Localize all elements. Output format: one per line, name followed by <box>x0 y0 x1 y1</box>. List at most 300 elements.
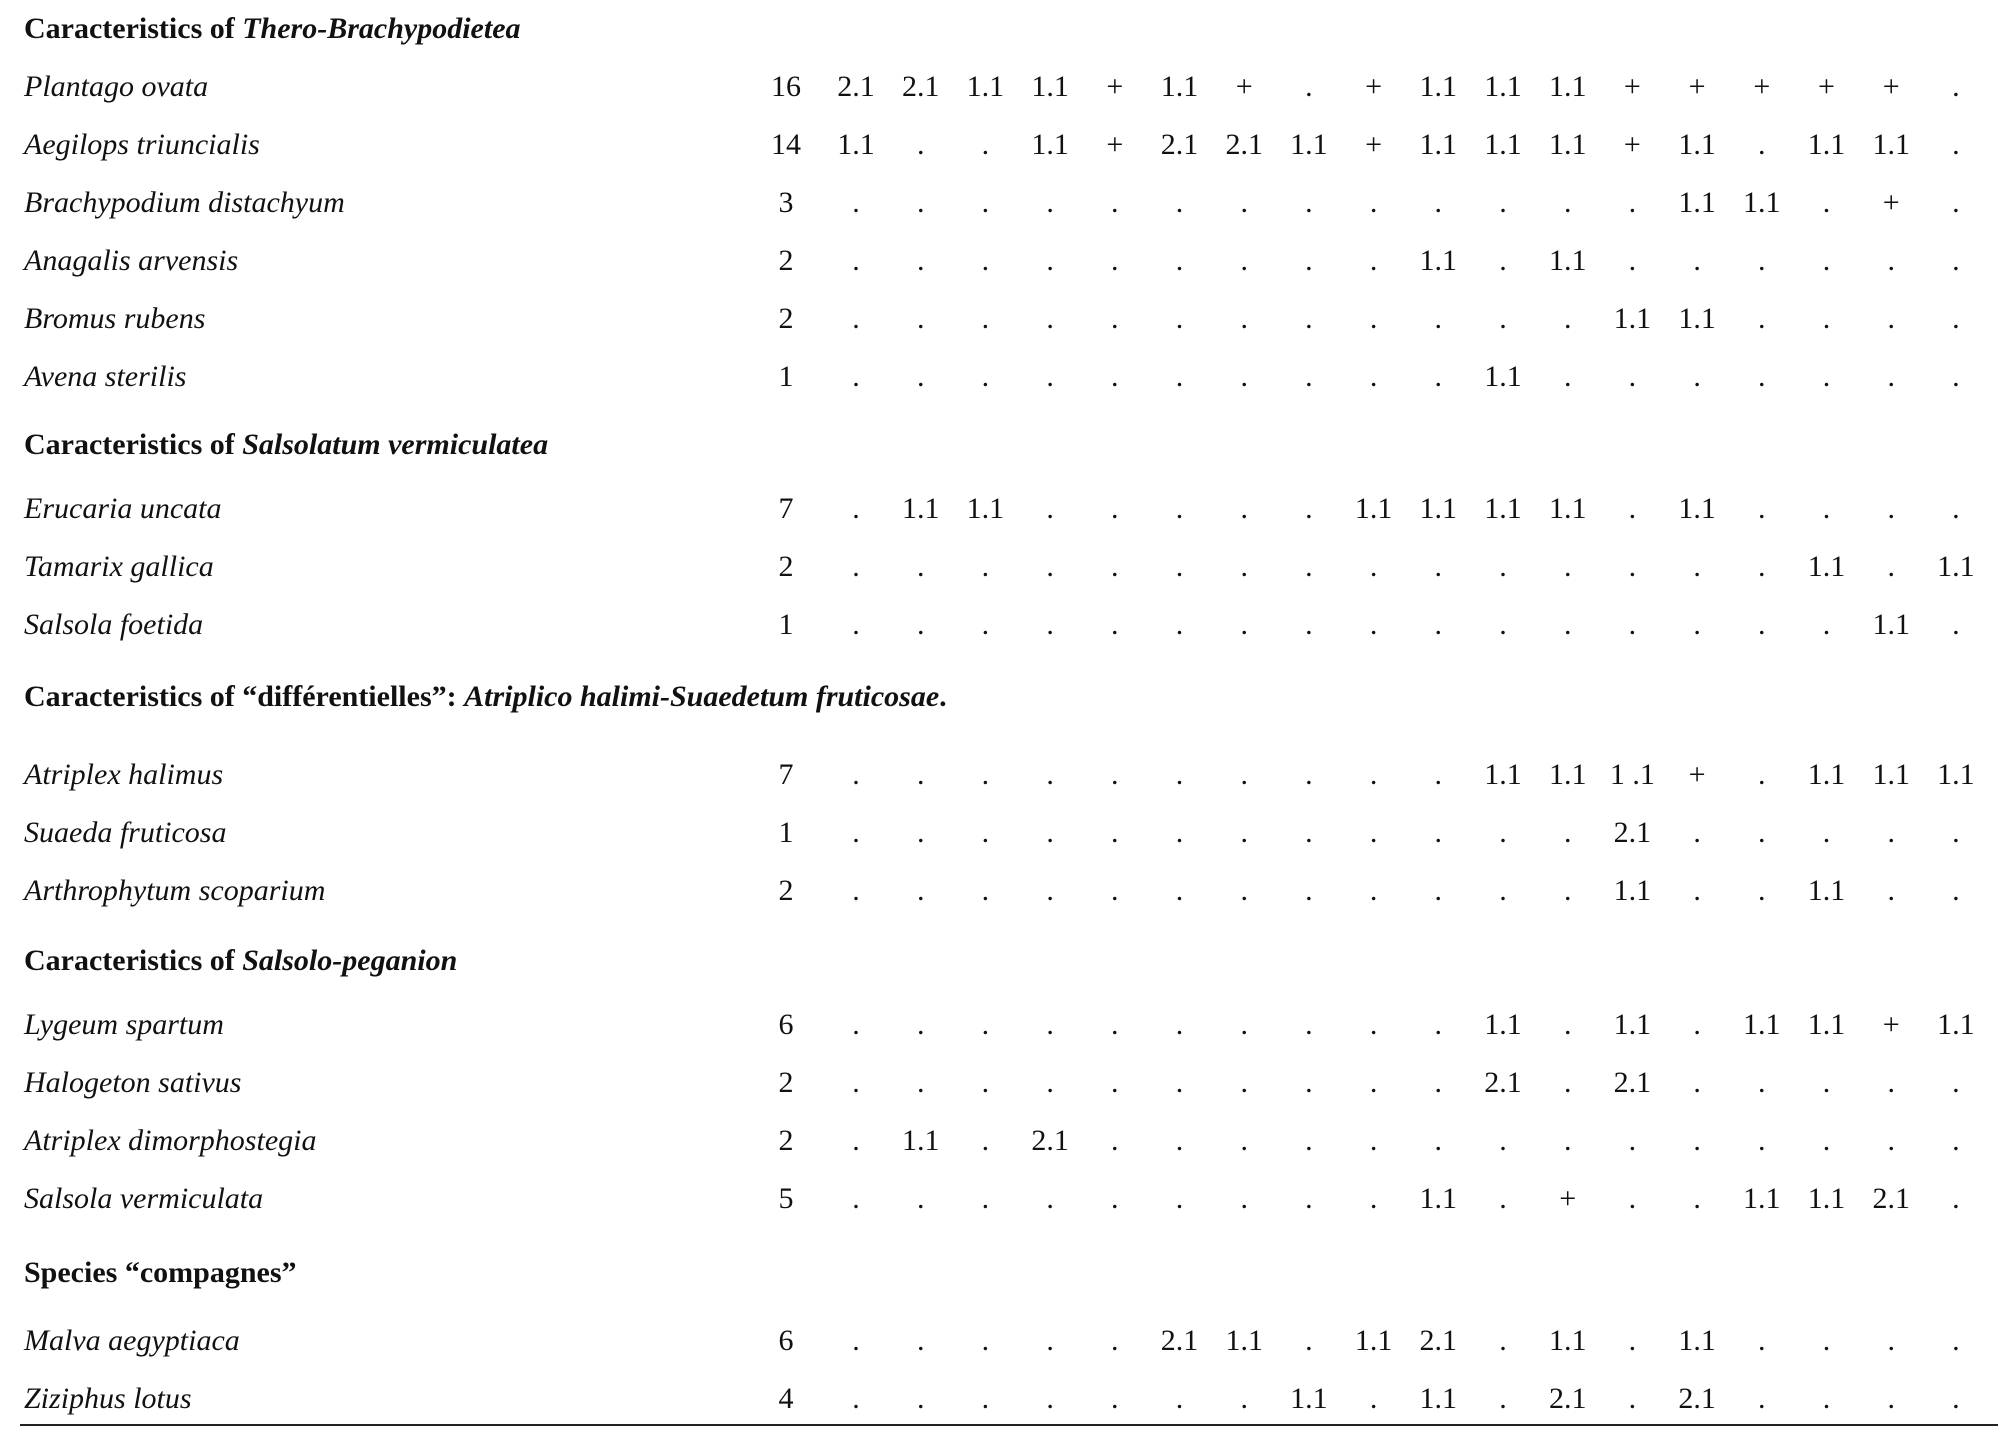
relevé-cell: . <box>1305 608 1313 641</box>
relevé-cell: . <box>1499 1182 1507 1215</box>
relevé-cell: . <box>1175 1124 1184 1157</box>
relevé-cell: . <box>1758 244 1766 277</box>
relevé-cell: . <box>852 1124 860 1157</box>
relevé-cell: . <box>1175 1066 1184 1099</box>
relevé-cell: . <box>981 608 990 641</box>
relevé-cell: 1.1 <box>1548 492 1587 525</box>
relevé-cell: . <box>1369 360 1378 393</box>
relevé-cell: 1.1 <box>1484 128 1522 161</box>
relevé-cell: . <box>1175 186 1184 219</box>
relevé-cell: 1.1 <box>1807 128 1846 161</box>
relevé-cell: . <box>1111 608 1119 641</box>
relevé-cell: . <box>1046 758 1054 791</box>
species-name: Atriplex dimorphostegia <box>24 1124 317 1157</box>
section-title <box>24 416 548 474</box>
relevé-cell: . <box>1887 1124 1895 1157</box>
frequency-value: 7 <box>778 492 794 525</box>
relevé-cell: . <box>1305 1008 1313 1041</box>
relevé-cell: 2.1 <box>1613 1066 1652 1099</box>
table-row <box>0 1170 2002 1228</box>
relevé-cell: . <box>1887 360 1895 393</box>
frequency-value: 1 <box>778 360 794 393</box>
relevé-cell: . <box>1434 874 1443 907</box>
relevé-cell: . <box>916 1008 925 1041</box>
relevé-cell: . <box>1046 1008 1054 1041</box>
relevé-cell: . <box>916 550 925 583</box>
species-name: Halogeton sativus <box>24 1066 242 1099</box>
table-row <box>0 746 2002 804</box>
relevé-cell: + <box>1882 1008 1900 1041</box>
relevé-cell: . <box>1046 1382 1054 1415</box>
relevé-cell: + <box>1623 128 1641 161</box>
relevé-cell: . <box>1952 1382 1960 1415</box>
relevé-cell: . <box>852 186 860 219</box>
relevé-cell: 2.1 <box>1484 1066 1522 1099</box>
relevé-cell: 2.1 <box>1419 1324 1458 1357</box>
table-row <box>0 862 2002 920</box>
table-row <box>0 538 2002 596</box>
relevé-cell: 1.1 <box>1807 1008 1846 1041</box>
relevé-cell: 1.1 <box>1290 128 1328 161</box>
relevé-cell: . <box>1499 1382 1507 1415</box>
relevé-cell: . <box>1952 186 1960 219</box>
relevé-cell: . <box>1111 550 1119 583</box>
relevé-cell: . <box>1758 608 1766 641</box>
relevé-cell: . <box>1369 816 1378 849</box>
relevé-cell: . <box>1822 186 1831 219</box>
relevé-cell: . <box>1628 492 1637 525</box>
relevé-cell: . <box>1499 816 1507 849</box>
relevé-cell: . <box>1822 1382 1831 1415</box>
relevé-cell: 1.1 <box>1613 874 1652 907</box>
relevé-cell: . <box>916 360 925 393</box>
relevé-cell: . <box>1240 302 1248 335</box>
relevé-cell: . <box>916 302 925 335</box>
relevé-cell: 1.1 <box>1354 1324 1393 1357</box>
relevé-cell: . <box>1305 244 1313 277</box>
relevé-cell: . <box>1434 758 1443 791</box>
relevé-cell: 1.1 <box>1743 186 1781 219</box>
relevé-cell: . <box>1693 360 1701 393</box>
relevé-cell: 1.1 <box>1872 758 1910 791</box>
relevé-cell: . <box>1628 550 1637 583</box>
section-title <box>24 1244 297 1302</box>
relevé-cell: . <box>1175 492 1184 525</box>
relevé-cell: + <box>1106 128 1124 161</box>
relevé-cell: 1.1 <box>1548 1324 1587 1357</box>
relevé-cell: . <box>1952 1324 1960 1357</box>
relevé-cell: . <box>1499 244 1507 277</box>
relevé-cell: . <box>1046 302 1054 335</box>
relevé-cell: . <box>1563 874 1572 907</box>
relevé-cell: . <box>1046 1066 1054 1099</box>
relevé-cell: . <box>916 1066 925 1099</box>
relevé-cell: 2.1 <box>1613 816 1652 849</box>
section-title-suffix: . <box>939 680 947 713</box>
relevé-cell: . <box>1758 1124 1766 1157</box>
relevé-cell: + <box>1365 70 1383 103</box>
table-row <box>0 290 2002 348</box>
frequency-value: 1 <box>778 608 794 641</box>
table-row <box>0 1370 2002 1428</box>
relevé-cell: . <box>1628 186 1637 219</box>
relevé-cell: . <box>1111 302 1119 335</box>
relevé-cell: . <box>916 1182 925 1215</box>
relevé-cell: . <box>1563 360 1572 393</box>
relevé-cell: . <box>1952 1124 1960 1157</box>
frequency-value: 2 <box>778 1066 794 1099</box>
relevé-cell: . <box>1693 244 1701 277</box>
relevé-cell: . <box>1887 874 1895 907</box>
relevé-cell: . <box>1240 186 1248 219</box>
relevé-cell: . <box>1822 608 1831 641</box>
relevé-cell: 1.1 <box>1354 492 1393 525</box>
relevé-cell: . <box>1628 1124 1637 1157</box>
relevé-cell: . <box>1887 492 1895 525</box>
table-row <box>0 480 2002 538</box>
relevé-cell: 2.1 <box>1548 1382 1587 1415</box>
relevé-cell: . <box>1369 302 1378 335</box>
relevé-cell: . <box>981 874 990 907</box>
relevé-cell: 1.1 <box>1031 128 1069 161</box>
species-name: Bromus rubens <box>24 302 206 335</box>
relevé-cell: . <box>1175 874 1184 907</box>
section-title <box>24 932 457 990</box>
relevé-cell: . <box>1887 816 1895 849</box>
relevé-cell: . <box>1305 70 1313 103</box>
section-title <box>24 0 521 58</box>
frequency-value: 3 <box>778 186 794 219</box>
frequency-value: 6 <box>778 1008 794 1041</box>
relevé-cell: . <box>981 360 990 393</box>
relevé-cell: . <box>852 492 860 525</box>
section-title-prefix: Species “compagnes” <box>24 1256 297 1289</box>
relevé-cell: . <box>1046 360 1054 393</box>
relevé-cell: 1.1 <box>1678 302 1716 335</box>
relevé-cell: . <box>1240 360 1248 393</box>
relevé-cell: . <box>1240 874 1248 907</box>
relevé-cell: 1.1 <box>1937 758 1975 791</box>
relevé-cell: + <box>1235 70 1253 103</box>
relevé-cell: 1.1 <box>1548 70 1587 103</box>
species-name: Salsola foetida <box>24 608 204 641</box>
relevé-cell: 1.1 <box>1743 1182 1781 1215</box>
relevé-cell: . <box>1175 550 1184 583</box>
relevé-cell: . <box>1305 1124 1313 1157</box>
relevé-cell: . <box>1305 816 1313 849</box>
relevé-cell: . <box>1240 492 1248 525</box>
relevé-cell: . <box>1175 1008 1184 1041</box>
species-name: Avena sterilis <box>24 360 187 393</box>
section-header <box>0 416 2002 474</box>
relevé-cell: . <box>916 874 925 907</box>
relevé-cell: 1.1 <box>966 70 1005 103</box>
relevé-cell: . <box>852 244 860 277</box>
relevé-cell: . <box>1952 1182 1960 1215</box>
frequency-value: 2 <box>778 874 794 907</box>
relevé-cell: . <box>1758 1324 1766 1357</box>
relevé-cell: 1.1 <box>1419 1382 1458 1415</box>
species-name: Lygeum spartum <box>24 1008 224 1041</box>
relevé-cell: . <box>1369 1008 1378 1041</box>
section-title-prefix: Caracteristics of <box>24 944 243 977</box>
relevé-cell: . <box>1499 874 1507 907</box>
relevé-cell: . <box>1305 1324 1313 1357</box>
relevé-cell: . <box>1434 1124 1443 1157</box>
relevé-cell: . <box>1305 186 1313 219</box>
relevé-cell: . <box>1758 492 1766 525</box>
relevé-cell: . <box>1563 1124 1572 1157</box>
relevé-cell: . <box>1111 244 1119 277</box>
relevé-cell: . <box>852 360 860 393</box>
frequency-value: 5 <box>778 1182 794 1215</box>
section-title-taxon: Salsolatum vermiculatea <box>242 428 549 461</box>
relevé-cell: . <box>1111 186 1119 219</box>
relevé-cell: 2.1 <box>901 70 940 103</box>
relevé-cell: . <box>1046 608 1054 641</box>
relevé-cell: . <box>1563 550 1572 583</box>
relevé-cell: . <box>981 1008 990 1041</box>
relevé-cell: . <box>1240 1124 1248 1157</box>
relevé-cell: . <box>1111 816 1119 849</box>
table-row <box>0 174 2002 232</box>
relevé-cell: . <box>1434 550 1443 583</box>
relevé-cell: . <box>1499 1324 1507 1357</box>
relevé-cell: . <box>1046 550 1054 583</box>
relevé-cell: + <box>1882 70 1900 103</box>
relevé-cell: 1.1 <box>1678 186 1716 219</box>
relevé-cell: . <box>916 244 925 277</box>
relevé-cell: . <box>1305 874 1313 907</box>
relevé-cell: 1.1 <box>1225 1324 1263 1357</box>
relevé-cell: . <box>1175 1182 1184 1215</box>
relevé-cell: . <box>1563 816 1572 849</box>
species-name: Anagalis arvensis <box>24 244 239 277</box>
relevé-cell: . <box>1240 1066 1248 1099</box>
relevé-cell: . <box>1822 816 1831 849</box>
relevé-cell: . <box>1240 1008 1248 1041</box>
relevé-cell: . <box>1305 1182 1313 1215</box>
relevé-cell: . <box>1175 302 1184 335</box>
relevé-cell: . <box>1758 1066 1766 1099</box>
bottom-rule <box>20 1424 1998 1426</box>
relevé-cell: . <box>1628 1324 1637 1357</box>
relevé-cell: . <box>1499 608 1507 641</box>
table-row <box>0 348 2002 406</box>
relevé-cell: . <box>1758 360 1766 393</box>
relevé-cell: 1.1 <box>1484 360 1522 393</box>
relevé-cell: . <box>1240 244 1248 277</box>
relevé-cell: . <box>1952 70 1960 103</box>
relevé-cell: 1.1 <box>901 492 940 525</box>
section-header <box>0 1244 2002 1302</box>
relevé-cell: . <box>916 1324 925 1357</box>
relevé-cell: . <box>1111 1182 1119 1215</box>
relevé-cell: . <box>1305 1066 1313 1099</box>
relevé-cell: . <box>1369 1182 1378 1215</box>
relevé-cell: . <box>981 128 990 161</box>
table-row <box>0 996 2002 1054</box>
section-title <box>24 668 947 726</box>
relevé-cell: . <box>1952 608 1960 641</box>
relevé-cell: . <box>1240 550 1248 583</box>
relevé-cell: . <box>1563 1066 1572 1099</box>
relevé-cell: 2.1 <box>1031 1124 1069 1157</box>
relevé-cell: 2.1 <box>1225 128 1263 161</box>
relevé-cell: . <box>1369 550 1378 583</box>
relevé-cell: . <box>1758 550 1766 583</box>
relevé-cell: . <box>1758 1382 1766 1415</box>
relevé-cell: . <box>852 1382 860 1415</box>
relevé-cell: . <box>1628 244 1637 277</box>
relevé-cell: . <box>1758 128 1766 161</box>
relevé-cell: . <box>1822 1124 1831 1157</box>
relevé-cell: . <box>1499 1124 1507 1157</box>
relevé-cell: + <box>1623 70 1641 103</box>
relevé-cell: . <box>1111 1066 1119 1099</box>
relevé-cell: . <box>916 608 925 641</box>
relevé-cell: 2.1 <box>1160 128 1199 161</box>
relevé-cell: . <box>1822 492 1831 525</box>
relevé-cell: . <box>852 1324 860 1357</box>
relevé-cell: . <box>1693 1182 1701 1215</box>
relevé-cell: . <box>1175 758 1184 791</box>
relevé-cell: . <box>916 816 925 849</box>
relevé-cell: . <box>852 1008 860 1041</box>
frequency-value: 1 <box>778 816 794 849</box>
relevé-cell: . <box>1693 1066 1701 1099</box>
relevé-cell: . <box>1952 874 1960 907</box>
relevé-cell: . <box>981 816 990 849</box>
relevé-cell: . <box>1499 550 1507 583</box>
relevé-cell: . <box>1111 1008 1119 1041</box>
relevé-cell: 1.1 <box>1548 244 1587 277</box>
relevé-cell: . <box>981 186 990 219</box>
relevé-cell: 1.1 <box>1484 70 1522 103</box>
relevé-cell: . <box>852 874 860 907</box>
relevé-cell: . <box>1822 1066 1831 1099</box>
frequency-value: 2 <box>778 302 794 335</box>
section-title-taxon: Salsolo-peganion <box>242 944 458 977</box>
species-name: Tamarix gallica <box>24 550 214 583</box>
table-row <box>0 1054 2002 1112</box>
section-header <box>0 0 2002 58</box>
frequency-value: 7 <box>778 758 794 791</box>
relevé-cell: . <box>1822 302 1831 335</box>
table-row <box>0 1112 2002 1170</box>
relevé-cell: . <box>1822 244 1831 277</box>
relevé-cell: 1.1 <box>1484 758 1522 791</box>
relevé-cell: . <box>852 1182 860 1215</box>
section-title-prefix: Caracteristics of “différentielles”: <box>24 680 465 713</box>
relevé-cell: . <box>1046 1182 1054 1215</box>
frequency-value: 2 <box>778 244 794 277</box>
relevé-cell: + <box>1365 128 1383 161</box>
section-title-taxon: Atriplico halimi-Suaedetum fruticosae <box>464 680 940 713</box>
frequency-value: 14 <box>771 128 801 161</box>
relevé-cell: . <box>1693 1008 1701 1041</box>
relevé-cell: 2.1 <box>1678 1382 1716 1415</box>
table-row <box>0 596 2002 654</box>
relevé-cell: 1.1 <box>1419 244 1458 277</box>
relevé-cell: + <box>1688 70 1706 103</box>
relevé-cell: . <box>1240 758 1248 791</box>
relevé-cell: . <box>1240 608 1248 641</box>
relevé-cell: . <box>1499 186 1507 219</box>
relevé-cell: 1.1 <box>1419 1182 1458 1215</box>
relevé-cell: . <box>1369 1124 1378 1157</box>
table-row <box>0 116 2002 174</box>
relevé-cell: . <box>852 608 860 641</box>
relevé-cell: . <box>1693 608 1701 641</box>
relevé-cell: . <box>1628 1182 1637 1215</box>
relevé-cell: . <box>852 550 860 583</box>
relevé-cell: . <box>1434 608 1443 641</box>
relevé-cell: . <box>1952 1066 1960 1099</box>
species-name: Erucaria uncata <box>24 492 222 525</box>
relevé-cell: . <box>981 1124 990 1157</box>
relevé-cell: + <box>1753 70 1771 103</box>
relevé-cell: . <box>1758 302 1766 335</box>
relevé-cell: . <box>1369 244 1378 277</box>
relevé-cell: 1.1 <box>1548 128 1587 161</box>
relevé-cell: . <box>981 1324 990 1357</box>
relevé-cell: + <box>1688 758 1706 791</box>
relevé-cell: 1.1 <box>1484 1008 1522 1041</box>
frequency-value: 2 <box>778 1124 794 1157</box>
table-row <box>0 804 2002 862</box>
relevé-cell: . <box>1240 1182 1248 1215</box>
relevé-cell: . <box>1434 360 1443 393</box>
section-header <box>0 932 2002 990</box>
relevé-cell: . <box>1369 186 1378 219</box>
relevé-cell: . <box>1952 302 1960 335</box>
relevé-cell: . <box>1952 128 1960 161</box>
section-title-taxon: Thero-Brachypodietea <box>242 12 521 45</box>
relevé-cell: . <box>1822 360 1831 393</box>
relevé-cell: . <box>1952 816 1960 849</box>
relevé-cell: . <box>1887 550 1895 583</box>
relevé-cell: . <box>1952 492 1960 525</box>
frequency-value: 2 <box>778 550 794 583</box>
relevé-cell: . <box>1369 608 1378 641</box>
relevé-cell: . <box>1887 1324 1895 1357</box>
relevé-cell: . <box>1563 186 1572 219</box>
species-name: Salsola vermiculata <box>24 1182 264 1215</box>
relevé-cell: 1 .1 <box>1609 758 1655 791</box>
relevé-cell: . <box>852 816 860 849</box>
relevé-cell: . <box>1046 1324 1054 1357</box>
relevé-cell: 1.1 <box>1937 1008 1975 1041</box>
relevé-cell: . <box>1369 1066 1378 1099</box>
relevé-cell: + <box>1818 70 1835 103</box>
frequency-value: 6 <box>778 1324 794 1357</box>
relevé-cell: . <box>852 758 860 791</box>
relevé-cell: + <box>1106 70 1124 103</box>
section-title-prefix: Caracteristics of <box>24 12 243 45</box>
relevé-cell: . <box>1434 302 1443 335</box>
relevé-cell: + <box>1882 186 1900 219</box>
relevé-cell: 1.1 <box>1613 1008 1652 1041</box>
relevé-cell: 1.1 <box>1484 492 1522 525</box>
relevé-cell: . <box>1305 758 1313 791</box>
species-name: Ziziphus lotus <box>24 1382 192 1415</box>
relevé-cell: . <box>1434 186 1443 219</box>
relevé-cell: . <box>1628 360 1637 393</box>
relevé-cell: . <box>981 1382 990 1415</box>
species-name: Malva aegyptiaca <box>24 1324 240 1357</box>
relevé-cell: . <box>1111 1324 1119 1357</box>
